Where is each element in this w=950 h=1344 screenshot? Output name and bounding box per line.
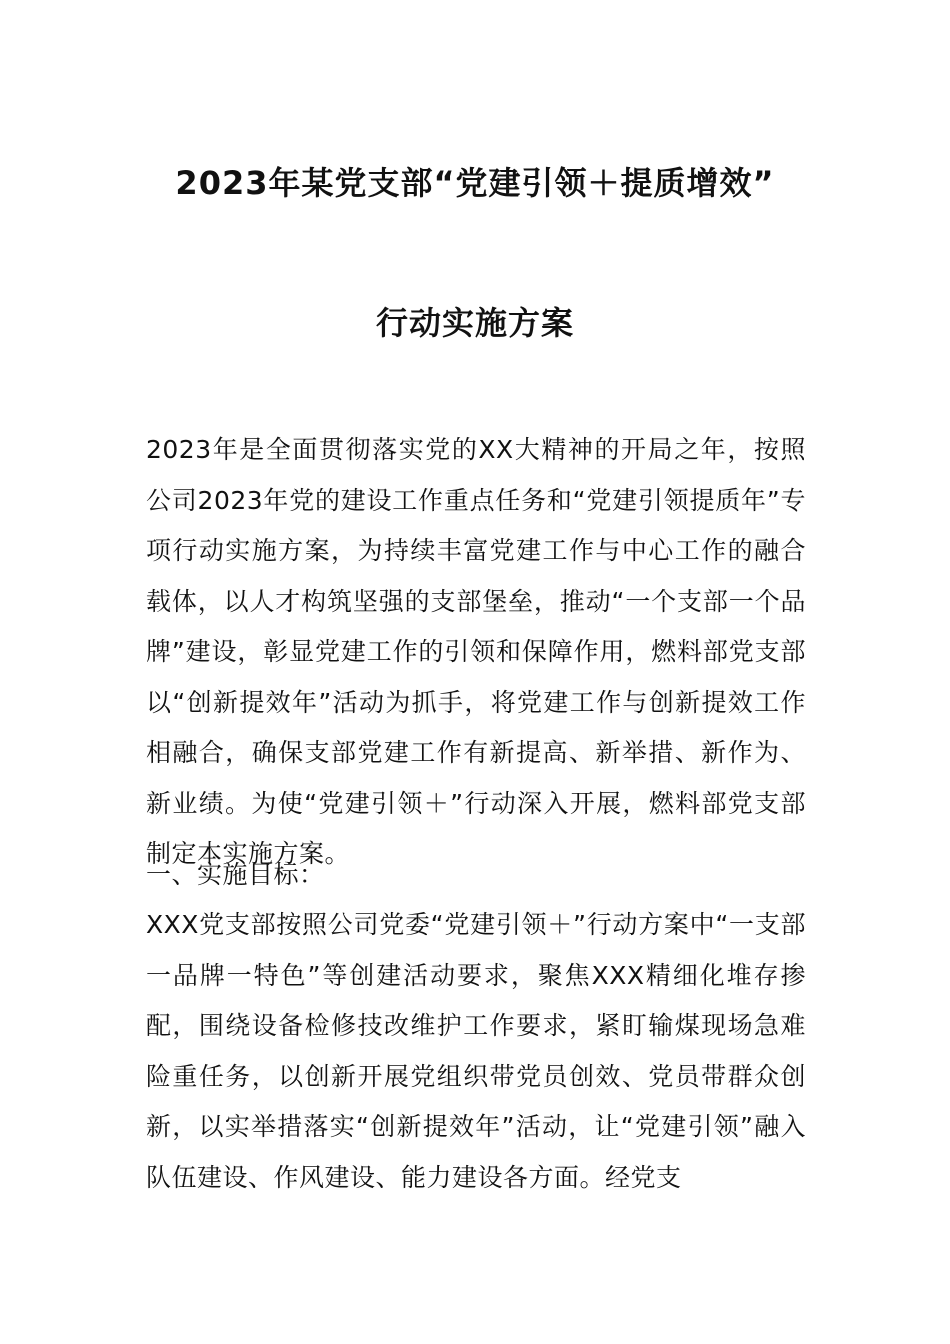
goals-paragraph: XXX党支部按照公司党委“党建引领＋”行动方案中“一支部一品牌一特色”等创建活动要求，聚焦XXX精细化堆存掺配，围绕设备检修技改维护工作要求，紧盯输煤现场急难险重任务，以创新开展党组织带党员创效、党员带群众创新，以实举措落实“创新提效年”活动，让“党建引领”融入队伍建设、作风建设、能力建设各方面。经党支 <box>146 910 806 1192</box>
section-heading-goals: 一、实施目标： <box>146 860 325 889</box>
document-title-line-1: 2023年某党支部“党建引领＋提质增效” <box>175 164 775 202</box>
intro-paragraph: 2023年是全面贯彻落实党的XX大精神的开局之年，按照公司2023年党的建设工作重点任务和“党建引领提质年”专项行动实施方案，为持续丰富党建工作与中心工作的融合载体，以人才构筑坚强的支部堡垒，推动“一个支部一个品牌”建设，彰显党建工作的引领和保障作用，燃料部党支部以“创新提效年”活动为抓手，将党建工作与创新提效工作相融合，确保支部党建工作有新提高、新举措、新作为、新业绩。为使“党建引领＋”行动深入开展，燃料部党支部制定本实施方案。 <box>146 435 806 868</box>
document-title-line-2: 行动实施方案 <box>375 304 574 342</box>
